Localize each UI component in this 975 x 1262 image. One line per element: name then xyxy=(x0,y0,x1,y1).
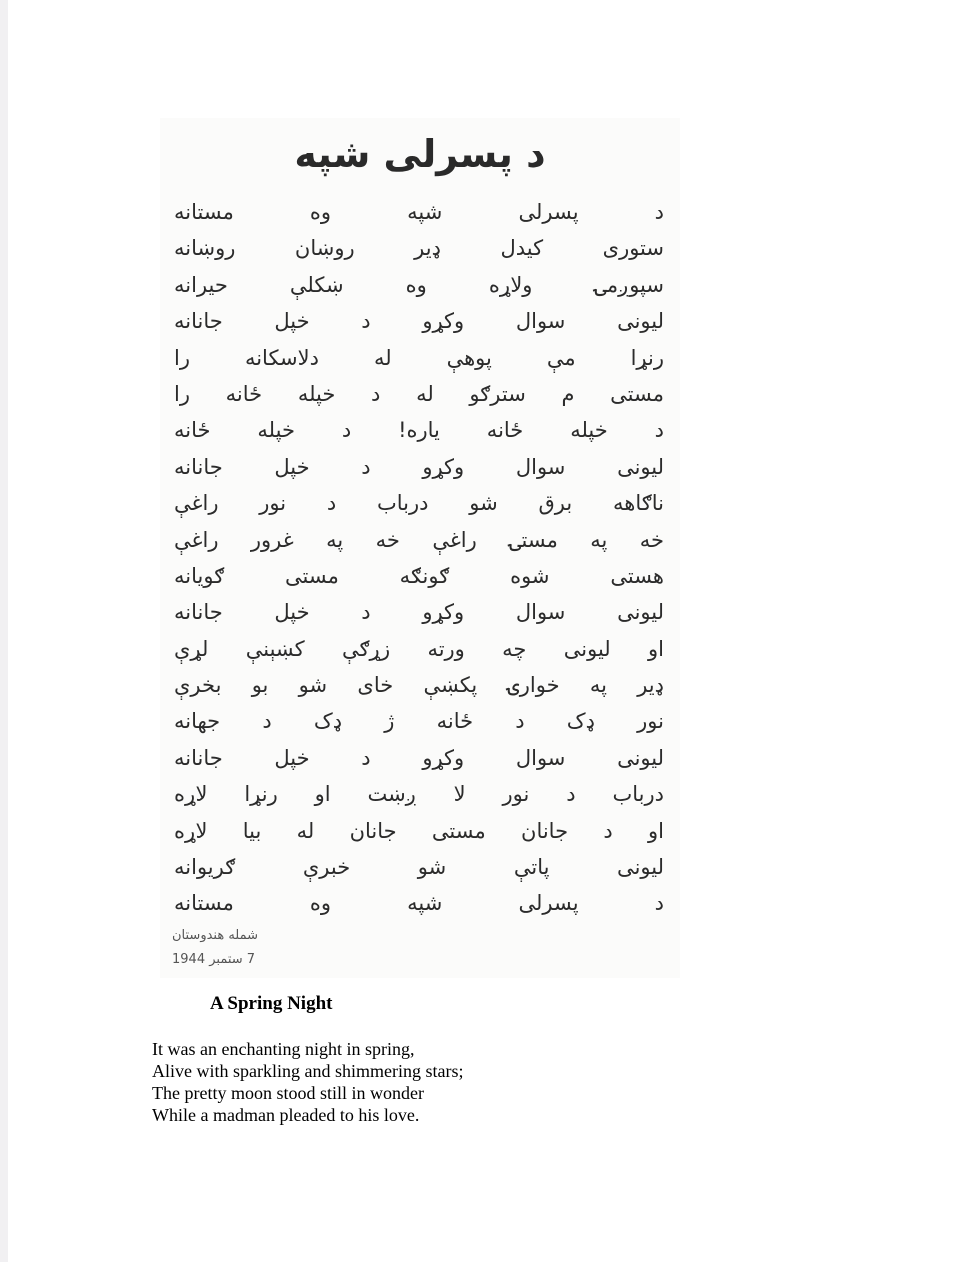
poem-line: سپوږمۍ ولاړه وه ښکلې حیرانه xyxy=(174,272,664,297)
poem-title-pashto: د پسرلی شپه xyxy=(294,132,546,176)
poem-line: لیونی پاتې شو خبرې ګریوانه xyxy=(174,855,664,880)
poem-line: نور ډک د ځانه ژ ډک د جهانه xyxy=(174,709,664,734)
scanned-poem xyxy=(160,118,680,978)
poem-line: ډیر په خوارۍ پکښې خای شو بو بخرې xyxy=(174,673,664,698)
poem-line: ناګاهه برق شو درباب د نور راغې xyxy=(174,491,664,516)
translation-line: While a madman pleaded to his love. xyxy=(152,1105,420,1125)
page-edge xyxy=(0,0,8,1262)
poem-line: لیونی سوال وکړو د خپل جانانه xyxy=(174,454,664,479)
poem-line: لیونی سوال وکړو د خپل جانانه xyxy=(174,309,664,334)
poem-line: لیونی سوال وکړو د خپل جانانه xyxy=(174,600,664,625)
poem-place: شمله هندوستان xyxy=(172,928,259,943)
translation-line: Alive with sparkling and shimmering stars; xyxy=(152,1061,464,1081)
poem-line: لیونی سوال وکړو د خپل جانانه xyxy=(174,745,664,770)
poem-line: مستی م سترګو له د خپله ځانه را xyxy=(174,381,664,406)
translation-lines xyxy=(152,1038,463,1126)
translation-line: The pretty moon stood still in wonder xyxy=(152,1083,424,1103)
poem-line: د پسرلی شپه وه مستانه xyxy=(174,200,664,224)
poem-line: درباب د نور لا ږښت او رنړا لاړه xyxy=(174,782,664,807)
poem-line: د خپله ځانه یاره! د خپله ځانه xyxy=(174,418,664,443)
translation-title: A Spring Night xyxy=(210,993,333,1014)
translation-line: It was an enchanting night in spring, xyxy=(152,1039,415,1059)
poem-lines-pashto xyxy=(174,194,664,922)
poem-line: او لیونی چه ورته زړګې کښېنې لړې xyxy=(174,636,664,661)
poem-line: د پسرلی شپه وه مستانه xyxy=(174,891,664,916)
poem-line: خه په مستۍ راغې خه په غرور راغې xyxy=(174,527,664,552)
poem-line: رنړا مې پوهې له دلاسکانه را xyxy=(174,345,664,370)
poem-line: هستی شوه ګونګه مستی ګویانه xyxy=(174,563,664,588)
poem-date: 7 ستمبر 1944 xyxy=(172,952,256,967)
poem-line: ستوری کیدل ډیر روښان روښانه xyxy=(174,236,664,261)
poem-line: او د جانان مستی جانان له بیا لاړه xyxy=(174,818,664,843)
